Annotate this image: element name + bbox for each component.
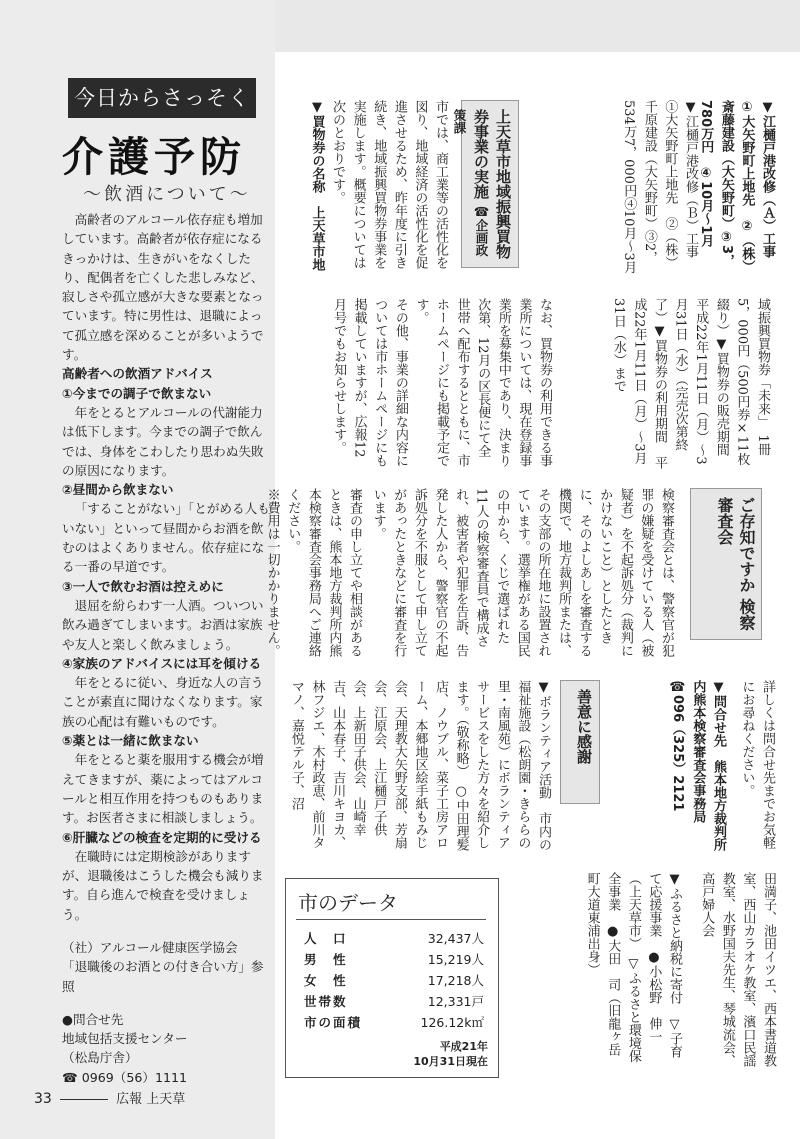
advice-6-body: 在職時には定期検診がありますが、退職後はこうした機会も減ります。自ら進んで検査を受けましょう。 — [62, 848, 264, 922]
advice-3-heading: ③一人で飲むお酒は控えめに — [62, 578, 224, 594]
notice-column — [698, 100, 777, 280]
notice-column — [278, 680, 553, 858]
advice-2-heading: ②昼間から飲まない — [62, 482, 174, 498]
contact-phone: ☎ 0969（56）1111 — [62, 1069, 188, 1085]
advice-1-body: 年をとるとアルコールの代謝能力は低下します。今までの調子で飲んでは、身体をこわしたり思わぬ失敗の原因になります。 — [62, 404, 264, 478]
data-label: 市の面積 — [304, 1015, 363, 1030]
notice-column — [560, 298, 772, 470]
middle-col-a: 検察審査会とは、警察官が犯罪の嫌疑を受けている人（被疑者）を不起訴処分（裁判にかけないこと）としたときに、そのよしあしを審査する機関で、地方裁判所または、その支部の所在地に設置されています。選挙権がある国民の中から、くじで選ばれた11人の検察審査員で構成され、被害者や犯罪を告訴、告発した人から、警察官の不起訴処分を不服として申し立てがあったときなどに審査を行います。 — [370, 488, 674, 657]
section-tag: 今日からさっそく — [68, 78, 256, 118]
upper-col-c: 市では、商工業等の活性化を図り、地域経済の活性化を促進させるため、昨年度に引き続き、地域振興買物券事業を実施します。概要については次のとおりです。 — [330, 100, 448, 269]
source-title: 「退職後のお酒との付き合い方」参照 — [62, 959, 264, 994]
contact-name: 地域包括支援センター — [62, 1031, 188, 1047]
intro-paragraph: 高齢者のアルコール依存症も増加しています。高齢者が依存症になるきっかけは、生きがいをなくしたり、配偶者を亡くした悲しみなど、寂しさや孤立感が大きな要素となっています。特に男性は、退職によって孤立感を深めることが多いようです。 — [62, 212, 264, 363]
page-title: 介護予防 — [62, 133, 246, 181]
notice-column — [298, 298, 554, 470]
notice-column — [690, 872, 778, 1068]
data-row — [304, 971, 484, 990]
data-box-divider — [296, 919, 486, 920]
advice-4-body: 年をとるに従い、身近な人の言うことが素直に聞けなくなります。家族の心配は有難いものです。 — [62, 675, 264, 729]
top-band — [275, 0, 800, 52]
advice-2-body: 「することがない」「とがめる人もいない」といって昼間からお酒を飲むのはよくありません。依存症になる一番の早道です。 — [62, 501, 270, 575]
middle-col-b: 審査の申し立てや相談があるときは、熊本地方裁判所内熊本検察審査会事務局へご連絡ください。 — [285, 488, 362, 657]
advice-3-body: 退屈を紛らわす一人酒。ついつい飲み過ぎてしまいます。お酒は家族や友人と楽しく飲みましょう。 — [62, 597, 264, 652]
data-value: 126.12k㎡ — [420, 1015, 484, 1030]
lower-col-a: 詳しくは問合せ先までお気軽にお尋ねください。 — [739, 680, 775, 849]
advice-heading: 高齢者への飲酒アドバイス — [62, 366, 213, 382]
footer-rule — [60, 1099, 108, 1100]
upper-box-title: 上天草市地域振興買物券事業の実施 — [472, 109, 512, 259]
data-value: 17,218人 — [427, 973, 484, 988]
page-footer — [34, 1088, 185, 1107]
advice-5-heading: ⑤薬とは一緒に飲まない — [62, 733, 199, 749]
notice-column — [512, 872, 684, 1068]
lower-col-c: ▼ボランティア活動 市内の福祉施設（松朗園・きららの里・南風苑）にボランティアサービスをした方々を紹介します。（敬称略） ○中田理髪店、ノウブル、菜子工房アローム、本郷地区絵手紙もみじ会、天理教大矢野支部、芳扇会、江原会、上江樋戸子供会、上新田子供会、山崎幸吉、山本春子、吉川キヨカ、林フジエ、木村政恵、前川タマノ、嘉悦テル子、沼 — [288, 680, 551, 851]
publication-name: 広報 上天草 — [116, 1092, 186, 1107]
page-number: 33 — [34, 1091, 52, 1107]
section-heading-box — [560, 680, 600, 804]
city-data-box — [285, 878, 499, 1078]
data-label: 人 口 — [304, 931, 348, 946]
contact-office: （松島庁舎） — [62, 1050, 138, 1066]
lower-col-b: ▼問合せ先 熊本地方裁判所内熊本検察審査会事務局☎096（325）2121 — [669, 680, 726, 851]
data-box-date — [413, 1039, 488, 1069]
advice-1-heading: ①今までの調子で飲まない — [62, 385, 212, 401]
data-label: 男 性 — [304, 952, 348, 967]
data-value: 15,219人 — [427, 952, 484, 967]
data-row — [304, 992, 484, 1011]
upper-col-e: 域振興買物券「未来」 1冊5，000円（500円券×11枚綴り）▼買物券の販売期間 平成22年1月11日（月）～3月31日（水）（完売次第終了）▼買物券の利用期間 平成22年1月11日（月）～3月31日（水）まで — [610, 298, 770, 469]
notice-column — [620, 100, 700, 280]
middle-box-title-1: ご存知ですか — [737, 497, 756, 593]
source-org: （社）アルコール健康医学協会 — [62, 939, 238, 955]
data-row — [304, 929, 484, 948]
notice-column — [264, 488, 364, 658]
section-heading-box — [690, 488, 762, 640]
upper-col-f: なお、買物券の利用できる事業所については、現在登録事業所を募集中であり、決まり次第、12月の区長便にて全世帯へ配布するとともに、市ホームページにも掲載予定です。 — [413, 298, 552, 467]
middle-col-c: ※費用は一切かかりません。 — [264, 488, 280, 657]
data-value: 32,437人 — [427, 931, 484, 946]
data-date-year: 平成21年 — [439, 1040, 488, 1053]
lower-col-d: 田満子、池田イツエ、西本書道教室、西山カラオケ教室、濱口民謡教室、水野国夫先生、琴城流会、高戸婦人会 — [699, 872, 776, 1067]
notice-column — [608, 680, 728, 858]
page-subtitle: ～飲酒について～ — [83, 184, 251, 205]
advice-5-body: 年をとると薬を服用する機会が増えてきますが、薬によってはアルコールと相互作用を持つものもあります。お医者さまに相談しましょう。 — [62, 752, 264, 826]
notice-column — [300, 100, 450, 280]
data-box-title: 市のデータ — [298, 891, 398, 915]
upper-col-a: ▼江樋戸港改修（Ａ）工事 ①大矢野町上地先 ②（株）斎藤建設（大矢野町）③3，780万円 ④10月～1月 — [698, 100, 775, 273]
upper-box-dept: ☎企画政策課 — [452, 109, 489, 257]
data-value: 12,331戸 — [427, 994, 484, 1009]
upper-col-g: その他、事業の詳細な内容については市ホームページにも掲載していますが、広報12月号でもお知らせします。 — [331, 298, 408, 467]
data-row — [304, 1013, 484, 1032]
section-heading-box — [452, 100, 519, 268]
lower-col-e: ▼ふるさと納税に寄付 ▽子育て応援事業 ●小松野 伸一（上天草市） ▽ふるさと環境保全事業 ●大田 司（旧龍ヶ岳町大道東浦出身） — [584, 872, 682, 1063]
data-date-day: 10月31日現在 — [413, 1055, 488, 1068]
lower-box-title: 善意に感謝 — [575, 689, 593, 764]
advice-4-heading: ④家族のアドバイスには耳を傾ける — [62, 655, 262, 671]
article-body — [62, 210, 274, 1087]
data-label: 女 性 — [304, 973, 348, 988]
middle-box-title-2: 検察審査会 — [715, 497, 756, 631]
data-row — [304, 950, 484, 969]
notice-column — [370, 488, 676, 658]
upper-col-b: ▼江樋戸港改修（Ｂ）工事 ①大矢野町上地先 ②（株）千原建設（大矢野町）③2，534万7，000円④10月～3月 — [621, 100, 698, 274]
contact-heading: ●問合せ先 — [62, 1011, 124, 1027]
notice-column — [735, 680, 777, 858]
advice-6-heading: ⑥肝臓などの検査を定期的に受ける — [62, 829, 262, 845]
upper-col-d: ▼買物券の名称 上天草市地 — [309, 100, 325, 271]
data-label: 世帯数 — [304, 994, 348, 1009]
